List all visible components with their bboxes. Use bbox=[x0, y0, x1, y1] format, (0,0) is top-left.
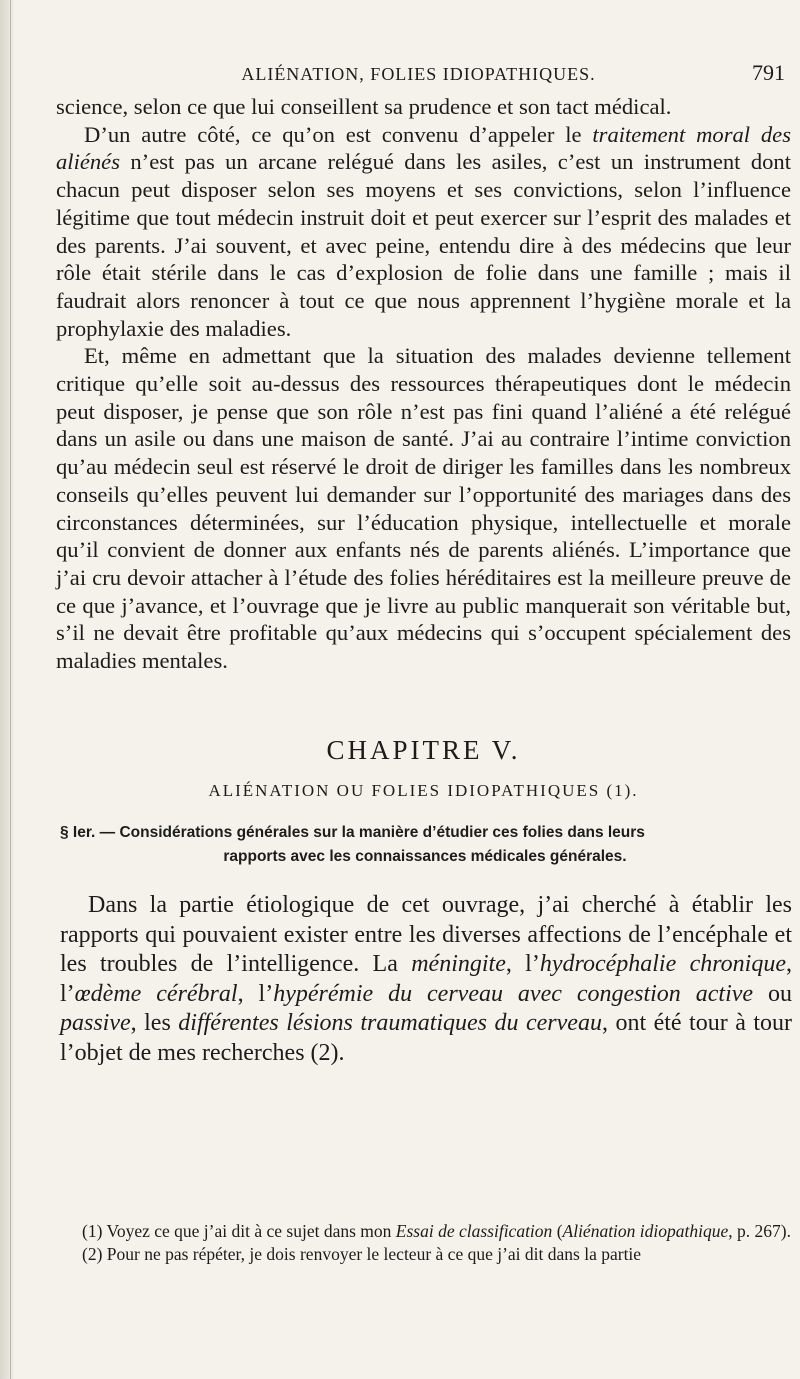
italic-term: hydrocéphalie chronique bbox=[539, 951, 786, 977]
footnote-text: (1) Voyez ce que j’ai dit à ce sujet dans mon bbox=[82, 1221, 396, 1241]
paragraph-text: , les bbox=[130, 1010, 179, 1036]
italic-term: traitement moral des aliénés bbox=[56, 121, 792, 175]
paragraph-continuation: science, selon ce que lui conseillent sa prudence et son tact médical. bbox=[56, 94, 672, 119]
paragraph-text: , l’ bbox=[237, 980, 274, 1007]
paragraph-text: Dans la partie étiologique de cet ouvrage, j’ai cherché à établir les rapports qui pouvaient exister entre les diverses affections de l’encéphale et les troubles de l’intelligence. La bbox=[60, 892, 792, 977]
footnote-italic: Essai de classification bbox=[395, 1221, 553, 1241]
italic-term: œdème cérébral bbox=[74, 980, 238, 1007]
paragraph-text: D’un autre côté, ce qu’on est convenu d’appeler le bbox=[84, 121, 593, 147]
footnote-text: ( bbox=[552, 1221, 563, 1241]
running-title: ALIÉNATION, FOLIES IDIOPATHIQUES. bbox=[241, 64, 596, 84]
page-binding-edge bbox=[0, 0, 14, 1379]
paragraph-text: , ont été tour à tour l’objet de mes recherches (2). bbox=[60, 1010, 792, 1066]
chapter-text bbox=[60, 891, 792, 1068]
page-header bbox=[56, 60, 791, 94]
footnote-2: (2) Pour ne pas répéter, je dois renvoyer le lecteur à ce que j’ai dit dans la partie bbox=[82, 1244, 642, 1264]
footnote-1 bbox=[60, 1220, 792, 1243]
section-heading bbox=[60, 821, 790, 869]
italic-term: méningite bbox=[411, 951, 506, 977]
paragraph-moral-treatment bbox=[56, 121, 791, 343]
paragraph-text: , l’ bbox=[60, 951, 792, 1007]
binding-line bbox=[10, 0, 11, 1379]
paragraph-text: ou bbox=[753, 980, 792, 1007]
section-heading-line-1: § Ier. — Considérations générales sur la manière d’étudier ces folies dans leurs bbox=[60, 824, 645, 841]
chapter-title: CHAPITRE V. bbox=[326, 735, 521, 765]
paragraph-text: n’est pas un arcane relégué dans les asiles, c’est un instrument dont chacun peut disposer selon ses moyens et ses convictions, selon l’influence légitime que tout médecin instruit doit et peut exercer sur l’esprit des malades et des parents. J’ai souvent, et avec peine, entendu dire à des médecins que leur rôle était stérile dans le cas d’explosion de folie dans une famille ; mais il faudrait alors renoncer à tout ce que nous apprennent l’hygiène morale et la prophylaxie des maladies. bbox=[56, 149, 791, 341]
body-text bbox=[56, 93, 791, 675]
page-number: 791 bbox=[752, 60, 785, 85]
paragraph-etiology bbox=[60, 891, 792, 1068]
footnote-italic: Aliénation idiopathique bbox=[562, 1221, 729, 1241]
paragraph-physician-role: Et, même en admettant que la situation des malades devienne tellement critique qu’elle soit au-dessus des ressources thérapeutiques dont le médecin peut disposer, je pense que son rôle n’est pas fini quand l’aliéné a été relégué dans un asile ou dans une maison de santé. J’ai au contraire l’intime conviction qu’au médecin seul est réservé le droit de diriger les familles dans les nombreux conseils qu’elles peuvent lui demander sur l’opportunité des mariages dans des circonstances déterminées, sur l’éducation physique, intellectuelle et morale qu’il convient de donner aux enfants nés de parents aliénés. L’importance que j’ai cru devoir attacher à l’étude des folies héréditaires est la meilleure preuve de ce que j’avance, et l’ouvrage que je livre au public manquerait son véritable but, s’il ne devait être profitable qu’aux médecins qui s’occupent spécialement des maladies mentales. bbox=[56, 343, 791, 674]
italic-term: passive bbox=[60, 1010, 131, 1036]
italic-term: différentes lésions traumatiques du cerveau bbox=[178, 1010, 602, 1036]
footnotes bbox=[60, 1220, 792, 1266]
section-heading-line-2: rapports avec les connaissances médicales générales. bbox=[223, 848, 627, 865]
italic-term: hypérémie du cerveau avec congestion active bbox=[273, 980, 754, 1007]
chapter-subtitle: ALIÉNATION OU FOLIES IDIOPATHIQUES (1). bbox=[208, 781, 639, 800]
footnote-text: , p. 267). bbox=[728, 1221, 791, 1241]
paragraph-text: , l’ bbox=[505, 951, 540, 977]
